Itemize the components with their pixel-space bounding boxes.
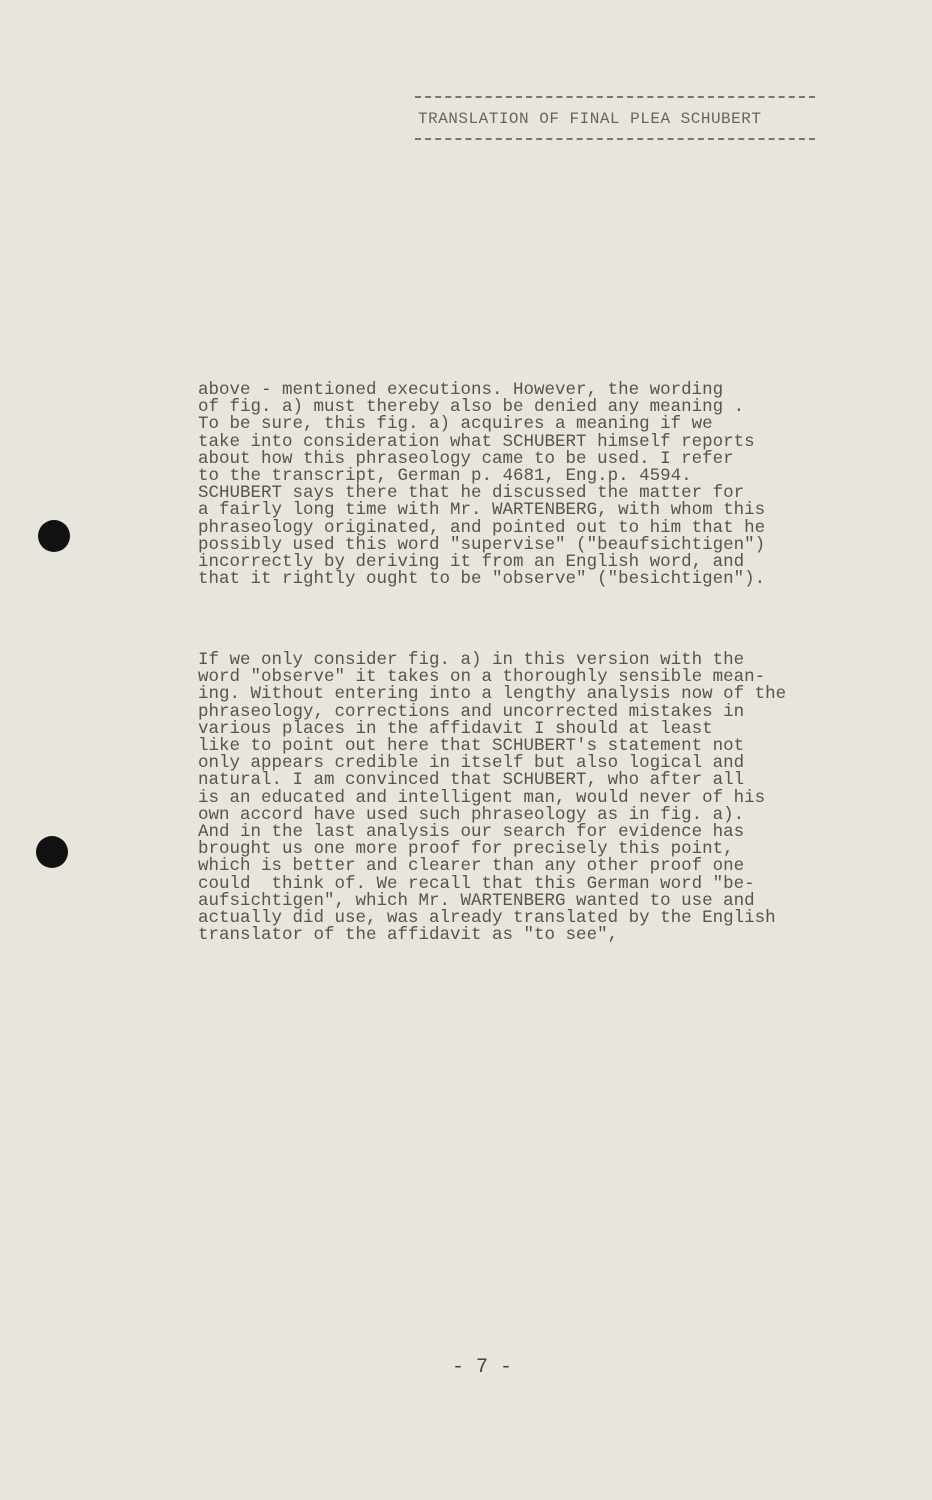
page-number: - 7 - [452, 1356, 513, 1379]
document-title: TRANSLATION OF FINAL PLEA SCHUBERT [418, 110, 762, 128]
punch-hole [38, 520, 70, 552]
punch-hole [36, 836, 68, 868]
body-paragraph-2: If we only consider fig. a) in this version with the word "observe" it takes on a thoroughly sensible mean- ing. Without entering into a lengthy analysis now of the phraseology, corrections and uncorrected mistakes in various places in the affidavit I should at least like to point out here that SCHUBERT's statement not only appears credible in itself but also logical and natural. I am convinced that SCHUBERT, who after all is an educated and intelligent man, would never of his own accord have used such phraseology as in fig. a). And in the last analysis our search for evidence has brought us one more proof for precisely this point, which is better and clearer than any other proof one could think of. We recall that this German word "be- aufsichtigen", which Mr. WARTENBERG wanted to use and actually did use, was already translated by the English translator of the affidavit as "to see", [198, 650, 787, 946]
document-header [415, 96, 825, 140]
header-rule-bottom [415, 138, 815, 140]
body-paragraph-1: above - mentioned executions. However, the wording of fig. a) must thereby also be denied any meaning . To be sure, this fig. a) acquires a meaning if we take into consideration what SCHUBERT himself reports about how this phraseology came to be used. I refer to the transcript, German p. 4681, Eng.p. 4594. SCHUBERT says there that he discussed the matter for a fairly long time with Mr. WARTENBERG, with whom this phraseology originated, and pointed out to him that he possibly used this word "supervise" ("beaufsichtigen") incorrectly by deriving it from an English word, and that it rightly ought to be "observe" ("besichtigen"). [198, 380, 766, 590]
